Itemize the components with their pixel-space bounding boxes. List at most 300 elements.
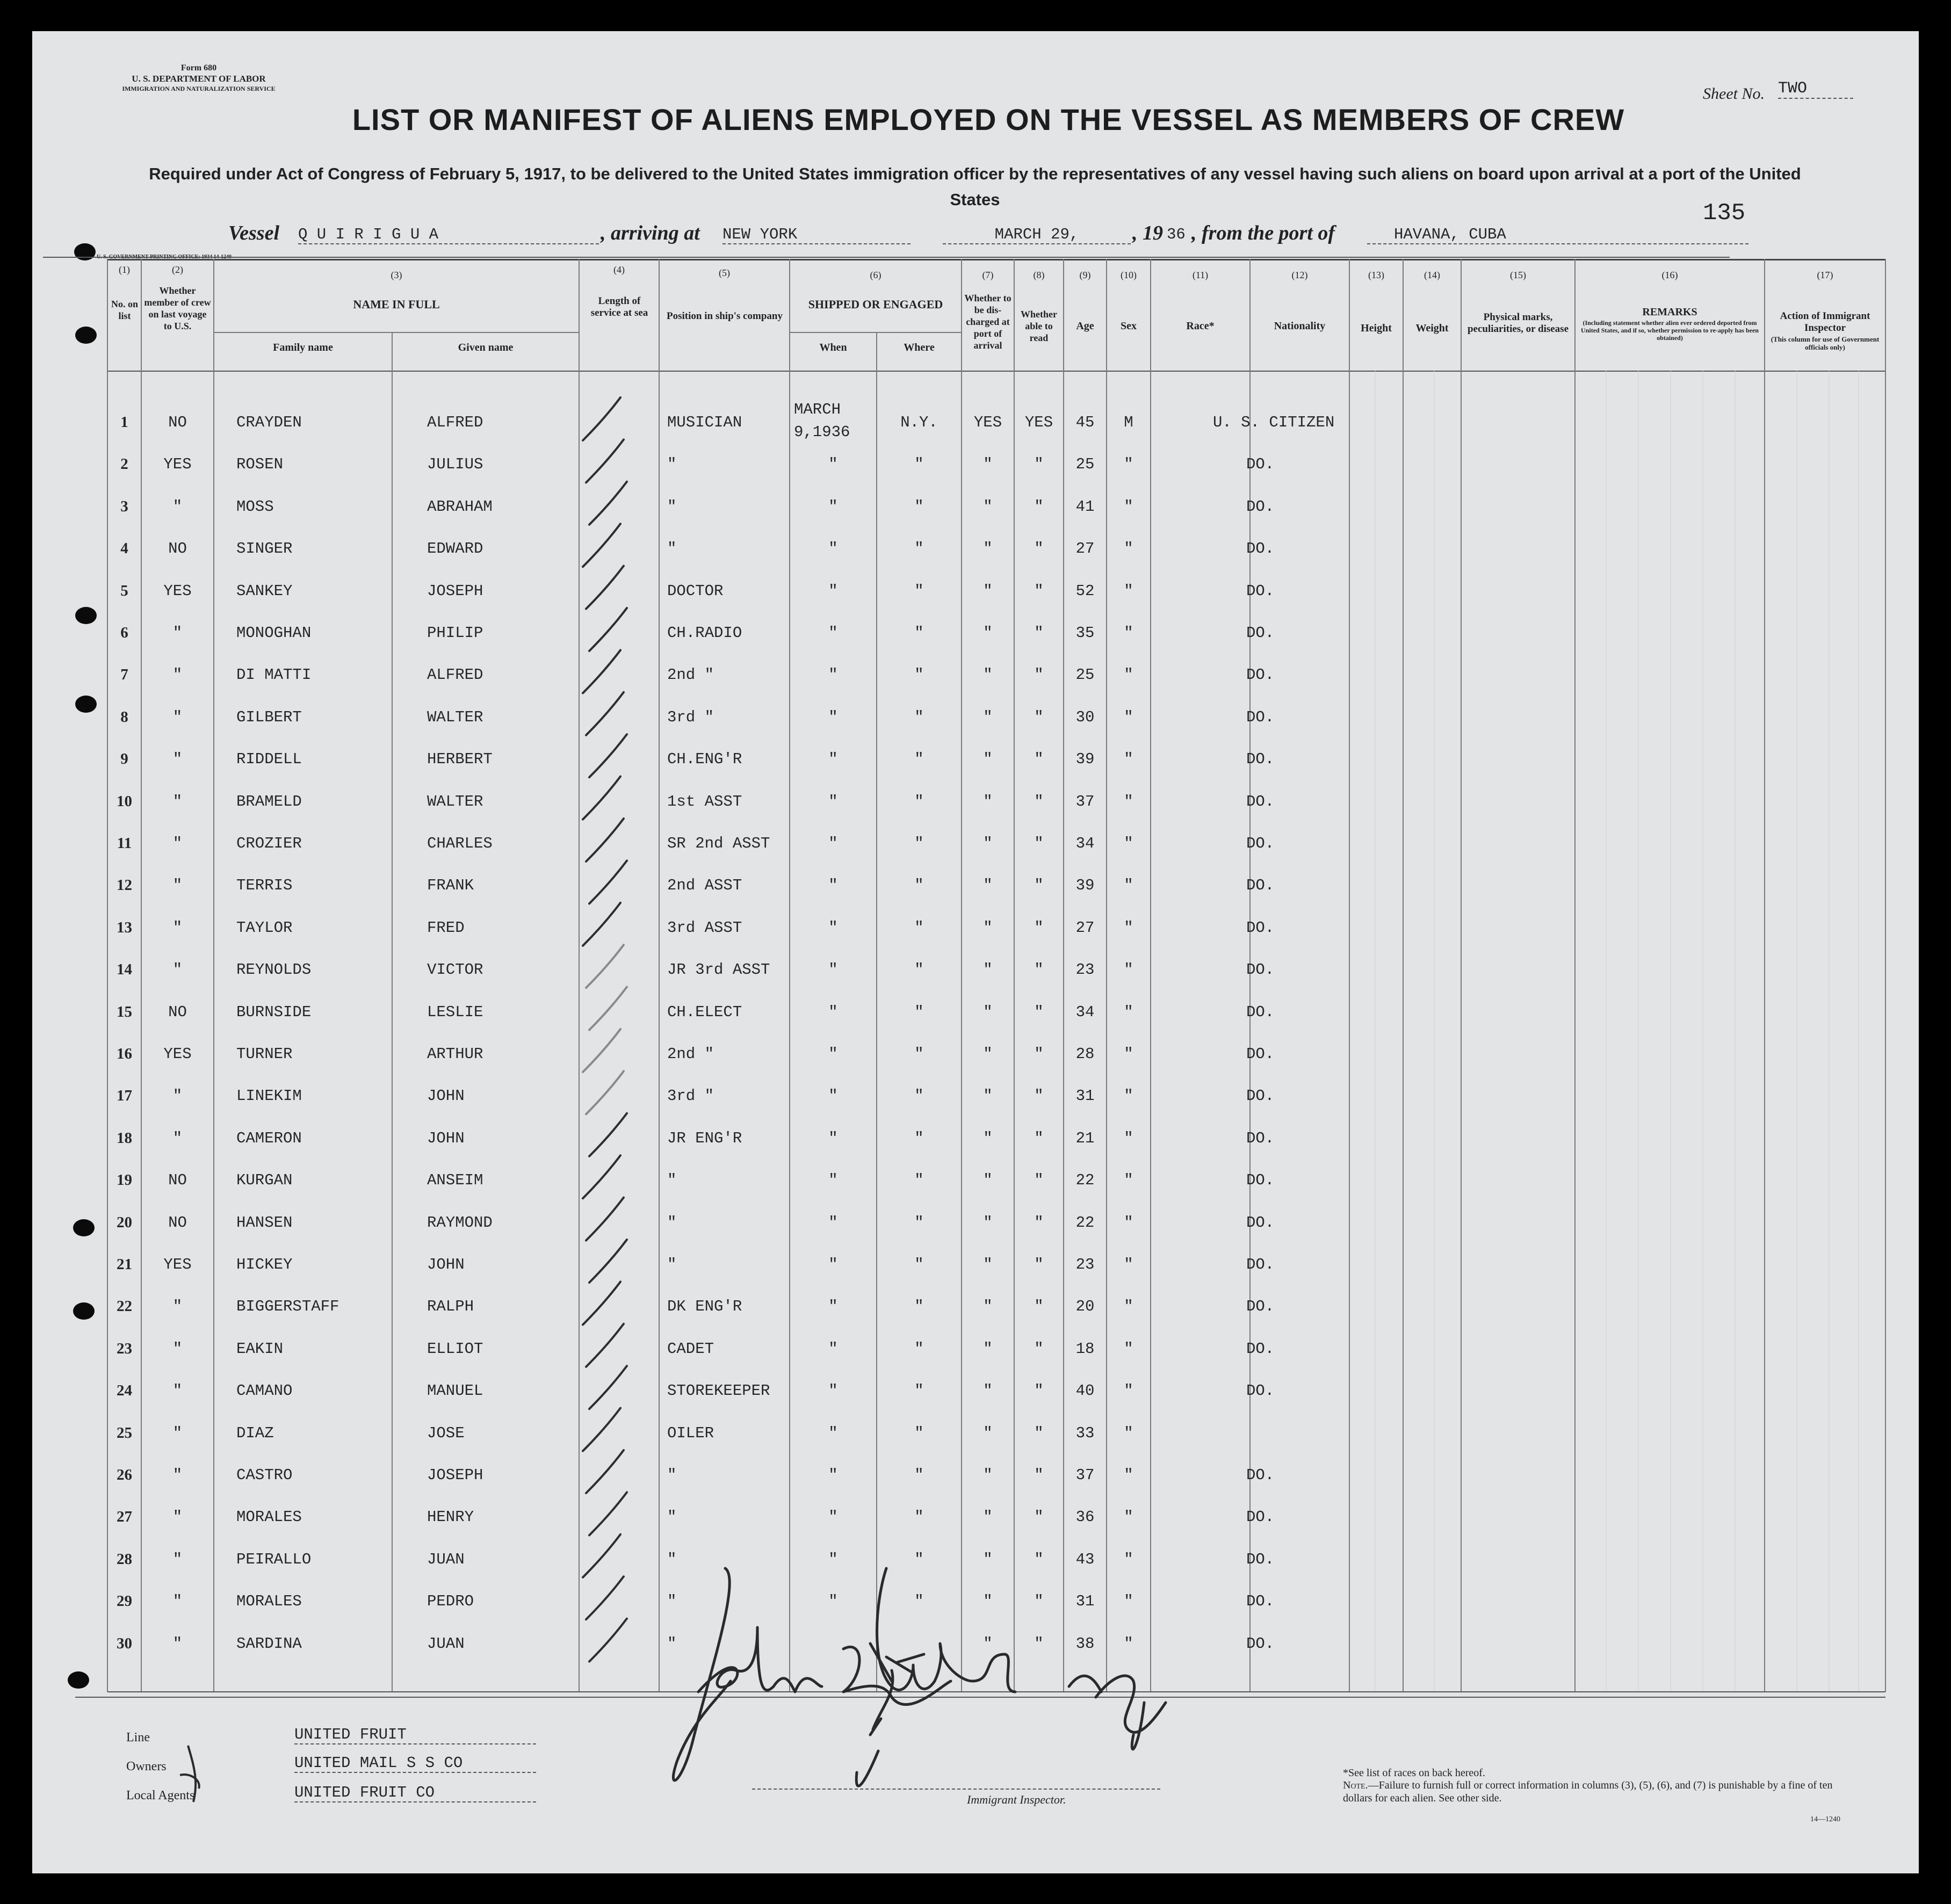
position: CH.ELECT: [667, 1003, 742, 1021]
service-tally-mark: [586, 1324, 624, 1367]
shipped-where: ": [914, 1382, 924, 1400]
position: ": [667, 540, 677, 558]
race: DO.: [1246, 835, 1275, 852]
family-name: DIAZ: [236, 1424, 274, 1442]
sex: ": [1124, 708, 1133, 726]
age: 41: [1075, 497, 1095, 516]
owners-value: UNITED MAIL S S CO: [294, 1754, 536, 1773]
position: ": [667, 1508, 677, 1526]
able-to-read: ": [1034, 750, 1044, 769]
age: 43: [1075, 1550, 1095, 1568]
able-to-read: ": [1034, 1129, 1044, 1147]
inspector-label: Immigrant Inspector.: [967, 1793, 1066, 1806]
row-number: 25: [117, 1424, 132, 1442]
discharged: ": [983, 1340, 993, 1358]
header-remarks-note: (Including statement whether alien ever ordered deported from United States, and if so, whether permission to re-apply has been obtained): [1581, 319, 1759, 342]
shipped-when: MARCH: [794, 401, 841, 418]
shipped-when: ": [828, 455, 838, 474]
able-to-read: ": [1034, 1550, 1044, 1568]
age: 39: [1075, 877, 1095, 895]
discharged: ": [983, 497, 993, 516]
col-num-5: (5): [719, 267, 730, 278]
race: DO.: [1246, 666, 1275, 684]
given-name: PEDRO: [427, 1592, 474, 1611]
col-num-7: (7): [982, 270, 994, 280]
sex: ": [1124, 1508, 1133, 1526]
able-to-read: ": [1034, 497, 1044, 516]
sex: ": [1124, 666, 1133, 684]
shipped-when: ": [828, 1129, 838, 1147]
race: DO.: [1246, 455, 1275, 474]
race: DO.: [1246, 877, 1275, 895]
shipped-when: ": [828, 1045, 838, 1063]
shipped-where: N.Y.: [900, 414, 938, 431]
shipped-where: ": [914, 497, 924, 516]
position: 2nd ASST: [667, 877, 742, 895]
given-name: ALFRED: [427, 666, 483, 684]
race: DO.: [1246, 1508, 1275, 1526]
age: 21: [1075, 1129, 1095, 1147]
shipped-where: ": [914, 1087, 924, 1105]
from-port: HAVANA, CUBA: [1367, 226, 1748, 244]
given-name: JOHN: [427, 1087, 465, 1105]
given-name: JULIUS: [427, 455, 483, 474]
given-name: FRED: [427, 918, 465, 937]
sex: ": [1124, 1213, 1133, 1232]
able-to-read: ": [1034, 1592, 1044, 1611]
crew-member-last-voyage: ": [172, 1466, 183, 1484]
position: ": [667, 1256, 677, 1273]
shipped-where: ": [914, 708, 924, 726]
sex: ": [1124, 1382, 1133, 1400]
crew-member-last-voyage: NO: [168, 540, 187, 558]
race: DO.: [1246, 1592, 1275, 1611]
family-name: CROZIER: [236, 835, 302, 852]
position: CADET: [667, 1340, 714, 1358]
service-tally-mark: [586, 439, 624, 482]
from-port-label: , from the port of: [1191, 222, 1335, 244]
line-label: Line: [126, 1731, 150, 1744]
row-number: 10: [117, 792, 132, 810]
local-agents-label: Local Agents: [126, 1789, 195, 1802]
position: ": [667, 1171, 677, 1190]
service-tally-mark: [583, 1029, 620, 1072]
age: 27: [1075, 540, 1095, 558]
sex: ": [1124, 540, 1133, 558]
family-name: CAMANO: [236, 1382, 293, 1400]
given-name: WALTER: [427, 792, 483, 810]
shipped-where: ": [914, 961, 924, 979]
row-number: 28: [117, 1550, 132, 1568]
shipped-where: ": [914, 1003, 924, 1021]
row-number: 9: [120, 750, 128, 768]
race: DO.: [1246, 1129, 1275, 1147]
given-name: JOSE: [427, 1424, 465, 1442]
family-name: MOSS: [236, 497, 274, 516]
discharged: ": [983, 1256, 993, 1273]
sex: ": [1124, 1087, 1133, 1105]
position: CH.ENG'R: [667, 750, 742, 769]
crew-member-last-voyage: ": [172, 835, 183, 852]
able-to-read: ": [1034, 1382, 1044, 1400]
position: ": [667, 455, 677, 474]
service-tally-mark: [586, 1576, 624, 1619]
given-name: EDWARD: [427, 540, 483, 558]
shipped-where: ": [914, 877, 924, 895]
sex: ": [1124, 1003, 1133, 1021]
header-weight: Weight: [1415, 322, 1449, 334]
discharged: ": [983, 918, 993, 937]
position: ": [667, 1634, 677, 1653]
age: 35: [1075, 624, 1095, 642]
header-sex: Sex: [1121, 320, 1137, 332]
race: DO.: [1246, 1256, 1275, 1273]
sex: ": [1124, 1045, 1133, 1063]
sex: ": [1124, 961, 1133, 979]
age: 25: [1075, 455, 1095, 474]
service-name: IMMIGRATION AND NATURALIZATION SERVICE: [122, 85, 276, 92]
position: ": [667, 1213, 677, 1232]
age: 38: [1075, 1634, 1095, 1653]
service-tally-mark: [583, 397, 620, 440]
race: DO.: [1246, 750, 1275, 769]
shipped-where: ": [914, 835, 924, 852]
crew-member-last-voyage: NO: [168, 1213, 187, 1232]
age: 33: [1075, 1424, 1095, 1442]
discharged: ": [983, 961, 993, 979]
row-number: 6: [120, 624, 128, 641]
able-to-read: ": [1034, 540, 1044, 558]
shipped-when: ": [828, 792, 838, 810]
family-name: SARDINA: [236, 1634, 302, 1653]
discharged: ": [983, 1382, 993, 1400]
discharged: ": [983, 792, 993, 810]
able-to-read: ": [1034, 1213, 1044, 1232]
note-text: —Failure to furnish full or correct information in columns (3), (5), (6), and (7) is punishable by a fine of ten dollars for each alien. See other side.: [1343, 1779, 1833, 1804]
given-name: JUAN: [427, 1634, 465, 1653]
header-action-note: (This column for use of Government officials only): [1771, 335, 1880, 351]
shipped-when: ": [828, 1550, 838, 1568]
family-name: BRAMELD: [236, 792, 302, 810]
age: 18: [1075, 1340, 1095, 1358]
header-able-to-read: Whether able to read: [1021, 309, 1057, 343]
header-no-on-list: No. on list: [111, 299, 138, 321]
row-number: 23: [117, 1340, 132, 1357]
row-number: 4: [120, 540, 128, 558]
crew-member-last-voyage: YES: [163, 455, 192, 474]
shipped-when: ": [828, 1382, 838, 1400]
vessel-label: Vessel: [228, 222, 279, 244]
col-num-8: (8): [1033, 270, 1045, 280]
able-to-read: YES: [1024, 414, 1053, 431]
service-tally-mark: [583, 524, 620, 567]
discharged: ": [983, 1592, 993, 1611]
shipped-when: ": [828, 877, 838, 895]
family-name: ROSEN: [236, 455, 284, 474]
shipped-when: ": [828, 835, 838, 852]
given-name: HENRY: [427, 1508, 474, 1526]
race: DO.: [1246, 582, 1275, 600]
crew-member-last-voyage: ": [172, 1298, 183, 1316]
shipped-where: ": [914, 1213, 924, 1232]
given-name: JOSEPH: [427, 1466, 483, 1484]
age: 22: [1075, 1213, 1095, 1232]
crew-member-last-voyage: ": [172, 708, 183, 726]
shipped-when: ": [828, 1508, 838, 1526]
shipped-where: ": [914, 1550, 924, 1568]
service-tally-mark: [589, 1619, 627, 1662]
shipped-when: ": [828, 961, 838, 979]
sex: ": [1124, 1550, 1133, 1568]
family-name: SINGER: [236, 540, 293, 558]
service-tally-mark: [583, 1534, 620, 1577]
row-number: 12: [117, 877, 132, 894]
local-agents-value: UNITED FRUIT CO: [294, 1784, 536, 1802]
fine-note: [1343, 1779, 1848, 1805]
arrival-year: 36: [1167, 226, 1186, 243]
discharged: ": [983, 1171, 993, 1190]
family-name: DI MATTI: [236, 666, 312, 684]
sex: ": [1124, 1424, 1133, 1442]
position: JR ENG'R: [667, 1129, 742, 1147]
race: DO.: [1246, 961, 1275, 979]
given-name: ELLIOT: [427, 1340, 483, 1358]
age: 34: [1075, 835, 1095, 852]
family-name: EAKIN: [236, 1340, 284, 1358]
footer-mark: [177, 1743, 209, 1807]
able-to-read: ": [1034, 1634, 1044, 1653]
given-name: JOHN: [427, 1129, 465, 1147]
race: DO.: [1246, 708, 1275, 726]
position: 3rd ": [667, 708, 714, 726]
crew-member-last-voyage: ": [172, 1382, 183, 1400]
crew-member-last-voyage: NO: [168, 414, 187, 431]
shipped-where: ": [914, 1592, 924, 1611]
shipped-when: ": [828, 1213, 838, 1232]
shipped-where: ": [914, 624, 924, 642]
race: DO.: [1246, 1382, 1275, 1400]
crew-member-last-voyage: YES: [163, 1045, 192, 1063]
family-name: LINEKIM: [236, 1087, 302, 1105]
age: 27: [1075, 918, 1095, 937]
shipped-when: ": [828, 1256, 838, 1273]
header-age: Age: [1076, 320, 1094, 332]
shipped-where: ": [914, 1424, 924, 1442]
shipped-where: ": [914, 1129, 924, 1147]
family-name: TURNER: [236, 1045, 293, 1063]
position: JR 3rd ASST: [667, 961, 770, 979]
able-to-read: ": [1034, 961, 1044, 979]
arriving-port: NEW YORK: [722, 226, 911, 244]
able-to-read: ": [1034, 1424, 1044, 1442]
shipped-where: ": [914, 918, 924, 937]
col-num-16: (16): [1661, 270, 1678, 280]
service-tally-mark: [583, 1282, 620, 1324]
row-number: 16: [117, 1045, 132, 1062]
shipped-when: ": [828, 666, 838, 684]
able-to-read: ": [1034, 1003, 1044, 1021]
family-name: CRAYDEN: [236, 414, 302, 431]
races-note: *See list of races on back hereof.: [1343, 1767, 1485, 1779]
shipped-when: ": [828, 750, 838, 769]
shipped-where: ": [914, 666, 924, 684]
age: 31: [1075, 1592, 1095, 1611]
discharged: ": [983, 1508, 993, 1526]
service-tally-mark: [589, 482, 627, 525]
row-number: 7: [120, 666, 128, 684]
position: ": [667, 1466, 677, 1484]
arriving-label: , arriving at: [601, 222, 700, 244]
line-value: UNITED FRUIT: [294, 1726, 536, 1744]
given-name: ABRAHAM: [427, 497, 493, 516]
race: DO.: [1246, 1466, 1275, 1484]
family-name: PEIRALLO: [236, 1550, 312, 1568]
row-number: 5: [120, 582, 128, 599]
shipped-when: ": [828, 497, 838, 516]
header-length-service: Length of service at sea: [590, 295, 648, 318]
discharged: ": [983, 1424, 993, 1442]
shipped-where: ": [914, 540, 924, 558]
header-discharged: Whether to be dis-charged at port of arrival: [964, 293, 1011, 351]
service-tally-mark: [583, 903, 620, 946]
crew-member-last-voyage: ": [172, 497, 183, 516]
shipped-when-date: 9,1936: [794, 423, 850, 441]
discharged: ": [983, 1003, 993, 1021]
sex: ": [1124, 1129, 1133, 1147]
col-num-17: (17): [1817, 270, 1833, 280]
shipped-where: ": [914, 1466, 924, 1484]
able-to-read: ": [1034, 877, 1044, 895]
crew-member-last-voyage: NO: [168, 1171, 187, 1190]
race: DO.: [1246, 1087, 1275, 1105]
sex: ": [1124, 582, 1133, 600]
sex: ": [1124, 1466, 1133, 1484]
crew-member-last-voyage: ": [172, 792, 183, 810]
shipped-where: ": [914, 1045, 924, 1063]
age: 37: [1075, 1466, 1095, 1484]
sex: ": [1124, 455, 1133, 474]
col-num-14: (14): [1424, 270, 1440, 280]
given-name: CHARLES: [427, 835, 493, 852]
able-to-read: ": [1034, 918, 1044, 937]
row-number: 27: [117, 1508, 132, 1526]
service-tally-mark: [583, 1408, 620, 1451]
row-number: 18: [117, 1129, 132, 1147]
service-tally-mark: [583, 650, 620, 693]
shipped-when: ": [828, 1466, 838, 1484]
row-number: 22: [117, 1298, 132, 1315]
age: 36: [1075, 1508, 1095, 1526]
race: DO.: [1246, 624, 1275, 642]
race: DO.: [1246, 792, 1275, 810]
crew-member-last-voyage: ": [172, 1424, 183, 1442]
crew-member-last-voyage: ": [172, 624, 183, 642]
header-position: Position in ship's company: [667, 310, 783, 322]
discharged: ": [983, 1213, 993, 1232]
row-number: 21: [117, 1256, 132, 1273]
family-name: RIDDELL: [236, 750, 302, 769]
header-name-in-full: NAME IN FULL: [353, 298, 440, 311]
race: DO.: [1246, 1171, 1275, 1190]
position: MUSICIAN: [667, 414, 742, 431]
page-subtitle: Required under Act of Congress of February 5, 1917, to be delivered to the United States immigration officer by the representatives of any vessel having such aliens on board upon arrival at a port of the United States: [149, 164, 1801, 209]
header-given-name: Given name: [458, 342, 514, 353]
col-num-3: (3): [391, 270, 402, 280]
service-tally-mark: [589, 608, 627, 651]
discharged: ": [983, 708, 993, 726]
service-tally-mark: [589, 1366, 627, 1409]
discharged: ": [983, 1045, 993, 1063]
col-num-9: (9): [1079, 270, 1091, 280]
race: DO.: [1246, 1213, 1275, 1232]
crew-member-last-voyage: ": [172, 750, 183, 769]
given-name: FRANK: [427, 877, 474, 895]
crew-member-last-voyage: ": [172, 1634, 183, 1653]
shipped-when: ": [828, 1340, 838, 1358]
shipped-when: ": [828, 1087, 838, 1105]
given-name: MANUEL: [427, 1382, 483, 1400]
row-number: 13: [117, 918, 132, 936]
position: ": [667, 497, 677, 516]
position: 2nd ": [667, 666, 714, 684]
shipped-where: ": [914, 750, 924, 769]
position: DK ENG'R: [667, 1298, 742, 1316]
sheet-value: TWO: [1778, 79, 1853, 99]
given-name: JOHN: [427, 1256, 465, 1273]
col-num-10: (10): [1121, 270, 1137, 280]
age: 52: [1075, 582, 1095, 600]
shipped-when: ": [828, 1171, 838, 1190]
service-tally-mark: [586, 1450, 624, 1493]
crew-member-last-voyage: ": [172, 1087, 183, 1105]
discharged: ": [983, 455, 993, 474]
crew-member-last-voyage: ": [172, 1340, 183, 1358]
row-number: 20: [117, 1213, 132, 1231]
family-name: MORALES: [236, 1508, 302, 1526]
age: 40: [1075, 1382, 1095, 1400]
discharged: ": [983, 666, 993, 684]
age: 30: [1075, 708, 1095, 726]
crew-member-last-voyage: ": [172, 918, 183, 937]
header-shipped-engaged: SHIPPED OR ENGAGED: [808, 298, 943, 311]
able-to-read: ": [1034, 835, 1044, 852]
position: 3rd ": [667, 1087, 714, 1105]
position: OILER: [667, 1424, 714, 1442]
able-to-read: ": [1034, 1508, 1044, 1526]
shipped-where: ": [914, 1340, 924, 1358]
discharged: ": [983, 1298, 993, 1316]
shipped-when: ": [828, 918, 838, 937]
position: ": [667, 1550, 677, 1568]
sex: ": [1124, 835, 1133, 852]
service-tally-mark: [586, 1198, 624, 1241]
able-to-read: ": [1034, 666, 1044, 684]
crew-member-last-voyage: ": [172, 1592, 183, 1611]
row-number: 1: [120, 414, 128, 431]
col-num-12: (12): [1291, 270, 1308, 280]
family-name: SANKEY: [236, 582, 293, 600]
able-to-read: ": [1034, 708, 1044, 726]
able-to-read: ": [1034, 1466, 1044, 1484]
family-name: HICKEY: [236, 1256, 293, 1273]
race: DO.: [1246, 1045, 1275, 1063]
shipped-when: ": [828, 1424, 838, 1442]
able-to-read: ": [1034, 582, 1044, 600]
given-name: RAYMOND: [427, 1213, 493, 1232]
service-tally-mark: [589, 860, 627, 903]
able-to-read: ": [1034, 1298, 1044, 1316]
crew-member-last-voyage: YES: [163, 1256, 192, 1273]
